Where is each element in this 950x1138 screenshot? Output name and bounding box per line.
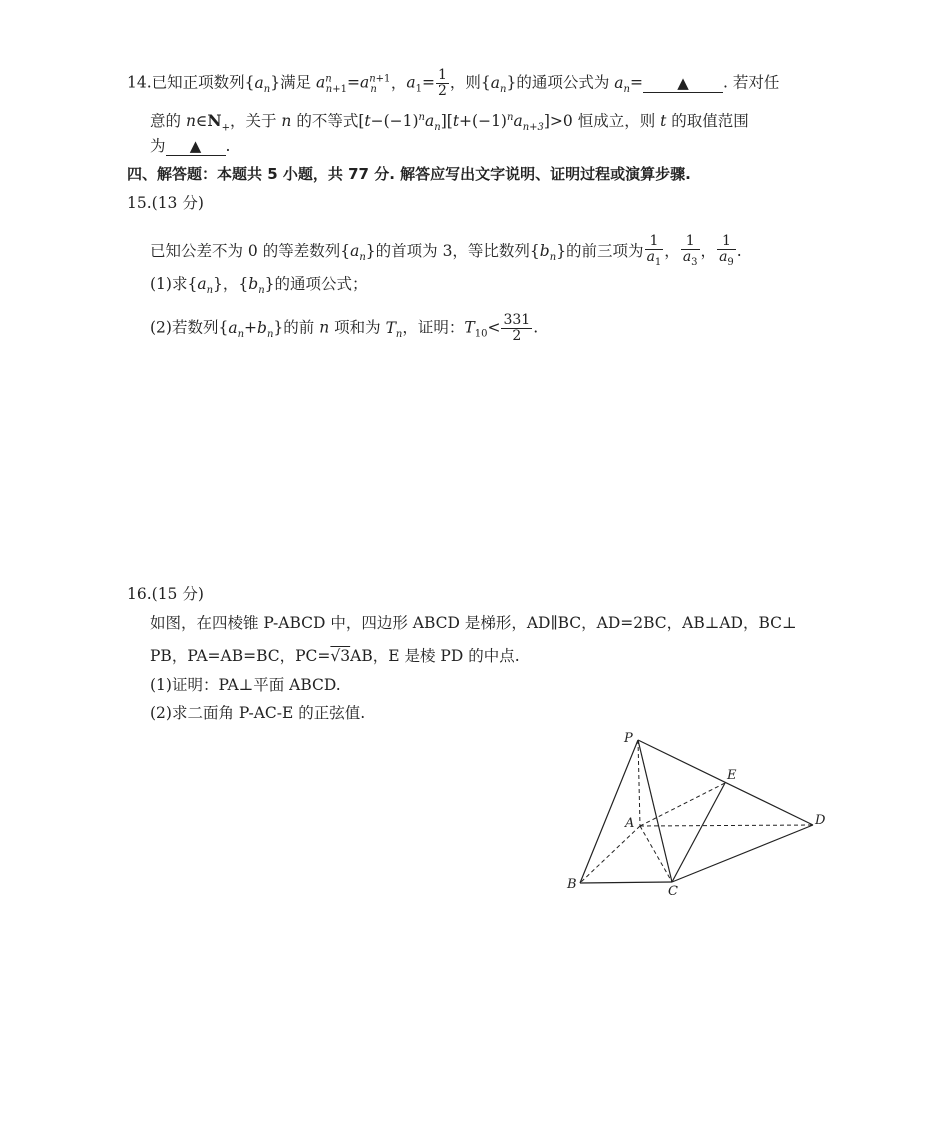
q14-answer-blank-2[interactable]	[166, 137, 226, 156]
q16-stem-line2: PB，PA=AB=BC，PC=√3AB，E 是棱 PD 的中点.	[150, 647, 520, 665]
q15-part2: (2)若数列$\{a_n+b_n\}$的前 n 项和为 $T_n$，证明：$T_{10}<$ $\frac{331}{2}$ .	[150, 312, 539, 344]
edge-PD	[638, 740, 813, 825]
pyramid-figure	[560, 725, 840, 900]
q14-number: 14.	[127, 73, 152, 92]
edge-PB	[580, 740, 638, 883]
label-A: A	[625, 816, 635, 831]
q15-number: 15.(13 分)	[127, 194, 204, 212]
section-heading: 四、解答题：本题共 5 小题，共 77 分. 解答应写出文字说明、证明过程或演算步骤.	[127, 165, 691, 183]
q16-number: 16.(15 分)	[127, 585, 204, 603]
label-E: E	[727, 768, 737, 783]
label-C: C	[668, 884, 678, 899]
q15-fraction: $\frac{331}{2}$	[503, 312, 531, 344]
edge-AE	[640, 783, 725, 826]
q15-stem: 已知公差不为 0 的等差数列$\{a_n\}$的首项为 3，等比数列$\{b_n\}$的前三项为 $\frac{1}{a_1}$ ， $\frac{1}{a_3}$ ， $\frac{1}{a_9}$ .	[150, 233, 742, 268]
label-P: P	[624, 731, 633, 746]
q14-fraction: $\frac{1}{2}$	[437, 67, 447, 99]
q16-stem-line1: 如图，在四棱锥 P-ABCD 中，四边形 ABCD 是梯形，AD∥BC，AD=2BC，AB⊥AD，BC⊥	[150, 614, 797, 632]
edge-AD	[640, 825, 813, 826]
edge-PC	[638, 740, 672, 882]
label-B: B	[567, 877, 577, 892]
edge-PA	[638, 740, 640, 826]
q14-line2: 意的 $n\in N_+$，关于 n 的不等式$[t-(-1)^na_n][t+(-1)^na_{n+3}]>0$ 恒成立，则 t 的取值范围	[150, 111, 749, 134]
edge-AC	[640, 826, 672, 882]
triangle-icon: ▲	[189, 137, 202, 155]
label-D: D	[815, 813, 826, 828]
edge-AB	[580, 826, 640, 883]
q14-line1: 14.已知正项数列$\{a_n\}$满足 $a^n_{n+1}=a^{n+1}_n$ ，$a_1=$ $\frac{1}{2}$ ，则$\{a_n\}$的通项公式为 $a_n=$ ▲ . 若对任	[127, 67, 780, 99]
triangle-icon: ▲	[677, 73, 689, 92]
q16-part2: (2)求二面角 P-AC-E 的正弦值.	[150, 704, 366, 722]
edge-CD	[672, 825, 813, 882]
edge-CE	[672, 783, 725, 882]
q14-answer-blank-1[interactable]	[643, 74, 723, 93]
q14-line3: 为 ▲ .	[150, 137, 231, 155]
q15-part1: (1)求$\{a_n\}$，$\{b_n\}$的通项公式；	[150, 275, 368, 297]
edge-BC	[580, 882, 672, 883]
q16-part1: (1)证明：PA⊥平面 ABCD.	[150, 676, 341, 694]
